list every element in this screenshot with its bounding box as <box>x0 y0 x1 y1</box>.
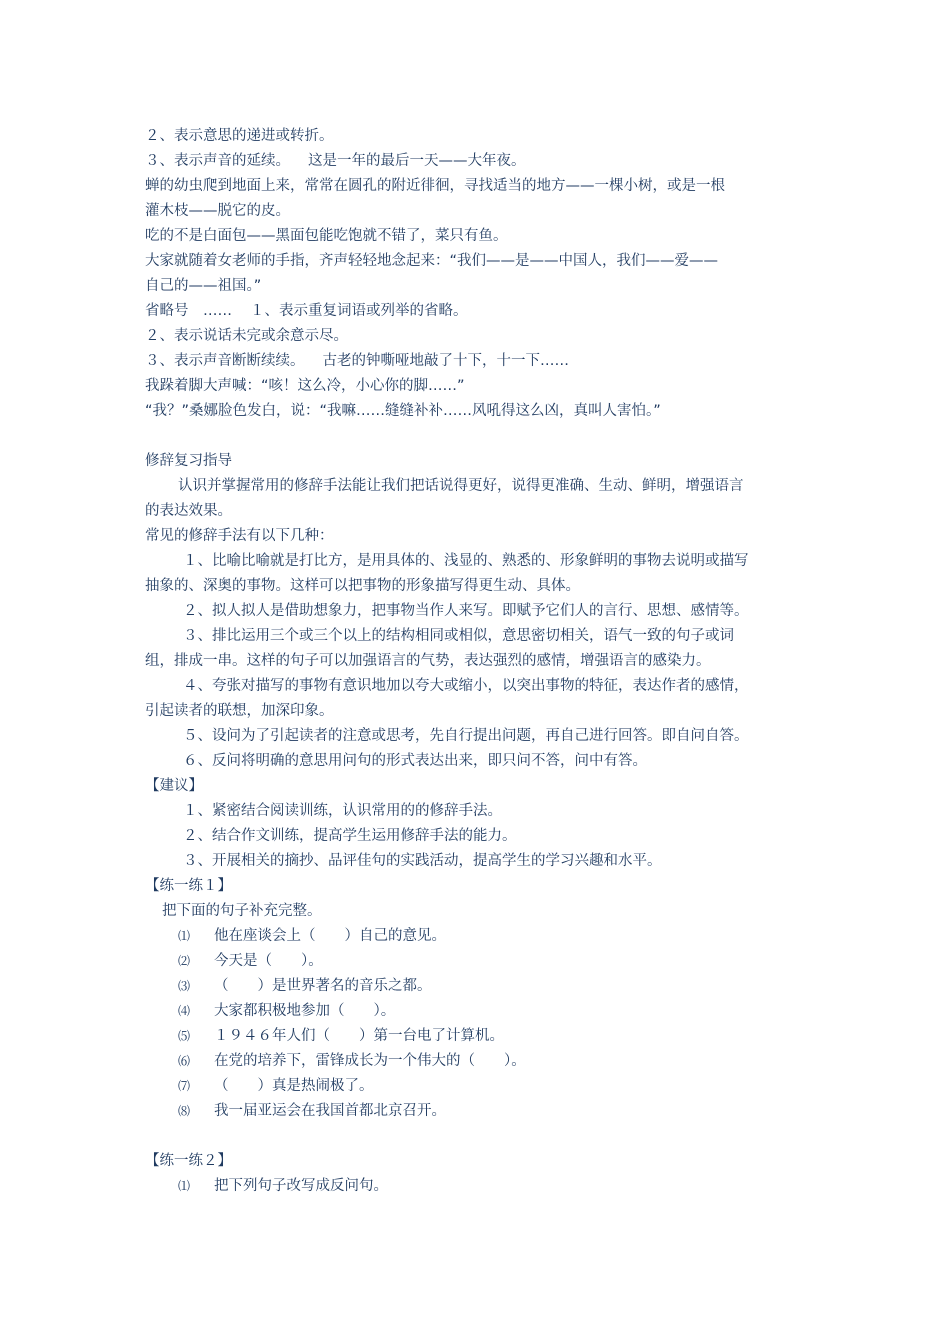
text-line: 抽象的、深奥的事物。这样可以把事物的形象描写得更生动、具体。 <box>145 578 580 594</box>
exercise-item <box>178 1001 848 1021</box>
text-line: ２、结合作文训练，提高学生运用修辞手法的能力。 <box>183 828 517 844</box>
text-line: ５、设问为了引起读者的注意或思考，先自行提出问题，再自己进行回答。即自问自答。 <box>183 728 749 744</box>
text-line <box>145 301 815 321</box>
text-line: ４、夸张对描写的事物有意识地加以夸大或缩小，以突出事物的特征，表达作者的感情， <box>183 678 749 694</box>
text-line: １、紧密结合阅读训练，认识常用的的修辞手法。 <box>183 803 502 819</box>
section-heading: 【练一练１】 <box>145 878 232 894</box>
text-segment: ３、表示声音的延续。 <box>145 153 290 169</box>
item-number: ⑹ <box>178 1054 191 1068</box>
text-segment: 这是一年的最后一天——大年夜。 <box>308 153 526 169</box>
text-line: ２、表示说话未完或余意示尽。 <box>145 328 348 344</box>
section-heading: 修辞复习指导 <box>145 453 232 469</box>
section-heading: 【练一练２】 <box>145 1153 232 1169</box>
text-line: 把下面的句子补充完整。 <box>162 903 322 919</box>
exercise-item <box>178 976 848 996</box>
text-line: ３、开展相关的摘抄、品评佳句的实践活动，提高学生的学习兴趣和水平。 <box>183 853 662 869</box>
text-line: １、比喻比喻就是打比方，是用具体的、浅显的、熟悉的、形象鲜明的事物去说明或描写 <box>183 553 749 569</box>
text-line: 常见的修辞手法有以下几种： <box>145 528 334 544</box>
text-line: 吃的不是白面包——黑面包能吃饱就不错了，菜只有鱼。 <box>145 228 508 244</box>
item-text: （ ）是世界著名的音乐之都。 <box>214 978 432 994</box>
item-number: ⑸ <box>178 1029 191 1043</box>
text-line <box>145 351 815 371</box>
text-line <box>145 151 815 171</box>
item-number: ⑻ <box>178 1104 191 1118</box>
text-segment: 省略号 …… <box>145 303 232 319</box>
exercise-item <box>178 1051 848 1071</box>
text-line: 灌木枝——脱它的皮。 <box>145 203 290 219</box>
text-segment: 古老的钟嘶哑地敲了十下，十一下…… <box>322 353 569 369</box>
text-line: 蝉的幼虫爬到地面上来，常常在圆孔的附近徘徊，寻找适当的地方——一棵小树，或是一根 <box>145 178 725 194</box>
text-line: 认识并掌握常用的修辞手法能让我们把话说得更好，说得更准确、生动、鲜明，增强语言 <box>178 478 744 494</box>
exercise-item <box>178 1176 848 1196</box>
text-line: 引起读者的联想，加深印象。 <box>145 703 334 719</box>
item-text: 大家都积极地参加（ ）。 <box>214 1003 396 1019</box>
text-line: 我跺着脚大声喊：“咳！这么冷，小心你的脚……” <box>145 378 465 394</box>
exercise-item <box>178 1076 848 1096</box>
item-text: 今天是（ ）。 <box>214 953 323 969</box>
section-heading: 【建议】 <box>145 778 203 794</box>
item-text: １９４６年人们（ ）第一台电了计算机。 <box>214 1028 504 1044</box>
text-line: 自己的——祖国。” <box>145 278 262 294</box>
item-number: ⑴ <box>178 1179 191 1193</box>
item-text: 他在座谈会上（ ）自己的意见。 <box>214 928 446 944</box>
item-number: ⑴ <box>178 929 191 943</box>
text-line: 的表达效果。 <box>145 503 232 519</box>
item-text: 我一届亚运会在我国首都北京召开。 <box>214 1103 446 1119</box>
item-number: ⑶ <box>178 979 191 993</box>
text-line: 大家就随着女老师的手指，齐声轻轻地念起来：“我们——是——中国人，我们——爱—— <box>145 253 719 269</box>
text-line: ２、拟人拟人是借助想象力，把事物当作人来写。即赋予它们人的言行、思想、感情等。 <box>183 603 749 619</box>
text-segment: ３、表示声音断断续续。 <box>145 353 305 369</box>
exercise-item <box>178 1026 848 1046</box>
item-number: ⑵ <box>178 954 191 968</box>
text-line: ３、排比运用三个或三个以上的结构相同或相似，意思密切相关，语气一致的句子或词 <box>183 628 734 644</box>
item-number: ⑺ <box>178 1079 191 1093</box>
item-text: （ ）真是热闹极了。 <box>214 1078 374 1094</box>
exercise-item <box>178 1101 848 1121</box>
text-line: ２、表示意思的递进或转折。 <box>145 128 334 144</box>
text-line: “我？”桑娜脸色发白，说：“我嘛……缝缝补补……风吼得这么凶，真叫人害怕。” <box>145 403 661 419</box>
item-text: 把下列句子改写成反问句。 <box>214 1178 388 1194</box>
text-segment: １、表示重复词语或列举的省略。 <box>250 303 468 319</box>
exercise-item <box>178 951 848 971</box>
text-line: ６、反问将明确的意思用问句的形式表达出来，即只问不答，问中有答。 <box>183 753 647 769</box>
exercise-item <box>178 926 848 946</box>
text-line: 组，排成一串。这样的句子可以加强语言的气势，表达强烈的感情，增强语言的感染力。 <box>145 653 711 669</box>
item-text: 在党的培养下，雷锋成长为一个伟大的（ ）。 <box>214 1053 526 1069</box>
item-number: ⑷ <box>178 1004 191 1018</box>
